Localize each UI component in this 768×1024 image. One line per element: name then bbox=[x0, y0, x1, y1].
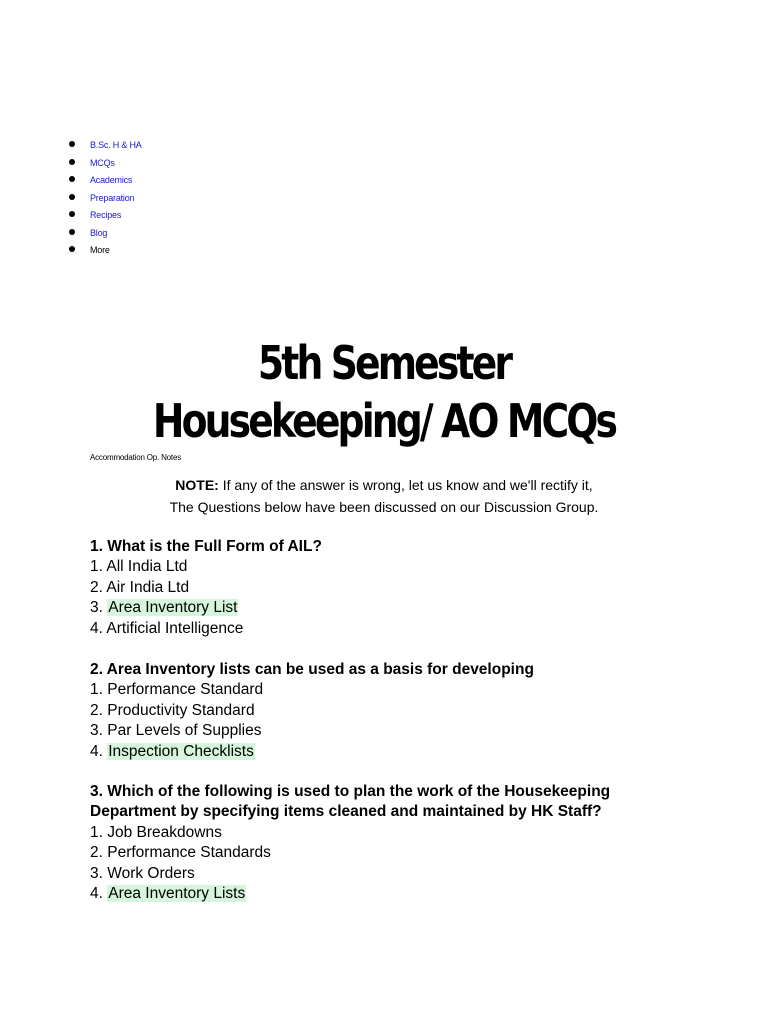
nav-link-mcqs[interactable]: MCQs bbox=[90, 157, 115, 168]
bullet-icon bbox=[69, 246, 75, 252]
bullet-icon bbox=[69, 159, 75, 165]
nav-link-recipes[interactable]: Recipes bbox=[90, 210, 122, 220]
note-line1 bbox=[0, 474, 768, 496]
option-number: 3. bbox=[90, 864, 108, 882]
option-number: 3. bbox=[90, 722, 108, 740]
nav-item-more[interactable] bbox=[68, 243, 142, 261]
nav-link-preparation[interactable]: Preparation bbox=[90, 192, 135, 203]
nav-item-mcqs[interactable] bbox=[68, 156, 142, 174]
option-number: 4. bbox=[90, 742, 108, 760]
answer-option bbox=[90, 598, 690, 618]
option-number: 4. bbox=[90, 885, 108, 903]
option-number: 1. bbox=[90, 558, 107, 576]
question-block-1 bbox=[90, 537, 690, 639]
correct-answer-highlight: Area Inventory List bbox=[108, 599, 238, 617]
nav-link-bsc[interactable]: B.Sc. H & HA bbox=[90, 140, 142, 150]
option-text: Productivity Standard bbox=[107, 701, 255, 719]
answer-option bbox=[90, 884, 690, 904]
option-text: Performance Standard bbox=[107, 681, 264, 699]
note-block bbox=[0, 474, 768, 518]
page-subtitle: Accommodation Op. Notes bbox=[90, 453, 181, 462]
correct-answer-highlight: Area Inventory Lists bbox=[108, 885, 246, 903]
answer-option bbox=[90, 823, 690, 843]
option-number: 1. bbox=[90, 823, 108, 841]
answer-option bbox=[90, 619, 690, 639]
answer-option bbox=[90, 701, 690, 721]
question-block-3 bbox=[90, 782, 690, 904]
nav-link-more[interactable]: More bbox=[90, 245, 110, 255]
question-text: 1. What is the Full Form of AIL? bbox=[90, 538, 322, 555]
bullet-icon bbox=[69, 211, 75, 217]
note-label: NOTE: bbox=[175, 477, 219, 493]
answer-option bbox=[90, 721, 690, 741]
answer-option bbox=[90, 680, 690, 700]
option-text: Air India Ltd bbox=[106, 578, 190, 596]
correct-answer-highlight: Inspection Checklists bbox=[108, 742, 254, 760]
nav-item-recipes[interactable] bbox=[68, 208, 142, 226]
answer-option bbox=[90, 578, 690, 598]
answer-option bbox=[90, 864, 690, 884]
nav-item-blog[interactable] bbox=[68, 226, 142, 244]
nav-link-academics[interactable]: Academics bbox=[90, 175, 133, 185]
option-number: 1. bbox=[90, 681, 108, 699]
question-text: 3. Which of the following is used to plan the work of the Housekeeping Department by specifying items cleaned and maintained by HK Staff? bbox=[90, 783, 611, 821]
question-text: 2. Area Inventory lists can be used as a basis for developing bbox=[90, 661, 534, 678]
bullet-icon bbox=[69, 194, 75, 200]
answer-option bbox=[90, 843, 690, 863]
answer-option bbox=[90, 557, 690, 577]
page-title bbox=[69, 334, 699, 450]
option-number: 3. bbox=[90, 599, 108, 617]
nav-item-preparation[interactable] bbox=[68, 191, 142, 209]
nav-link-blog[interactable]: Blog bbox=[90, 227, 108, 238]
bullet-icon bbox=[69, 176, 75, 182]
option-text: Performance Standards bbox=[107, 844, 271, 862]
option-number: 2. bbox=[90, 701, 108, 719]
option-text: Par Levels of Supplies bbox=[107, 722, 262, 740]
nav-item-bsc[interactable] bbox=[68, 138, 142, 156]
option-text: Job Breakdowns bbox=[107, 823, 222, 841]
nav-item-academics[interactable] bbox=[68, 173, 142, 191]
page-title-line2: Housekeeping/ AO MCQs bbox=[152, 394, 616, 448]
note-line2: The Questions below have been discussed on our Discussion Group. bbox=[169, 499, 599, 515]
option-text: All India Ltd bbox=[106, 558, 188, 576]
option-text: Artificial Intelligence bbox=[106, 619, 244, 637]
option-text: Work Orders bbox=[107, 864, 195, 882]
page-title-line1: 5th Semester bbox=[257, 336, 511, 390]
option-number: 2. bbox=[90, 844, 108, 862]
nav-menu bbox=[68, 138, 142, 261]
bullet-icon bbox=[69, 141, 75, 147]
bullet-icon bbox=[69, 229, 75, 235]
answer-option bbox=[90, 742, 690, 762]
option-number: 2. bbox=[90, 578, 107, 596]
question-block-2 bbox=[90, 660, 690, 762]
option-number: 4. bbox=[90, 619, 107, 637]
note-text: If any of the answer is wrong, let us know and we'll rectify it, bbox=[218, 477, 593, 493]
